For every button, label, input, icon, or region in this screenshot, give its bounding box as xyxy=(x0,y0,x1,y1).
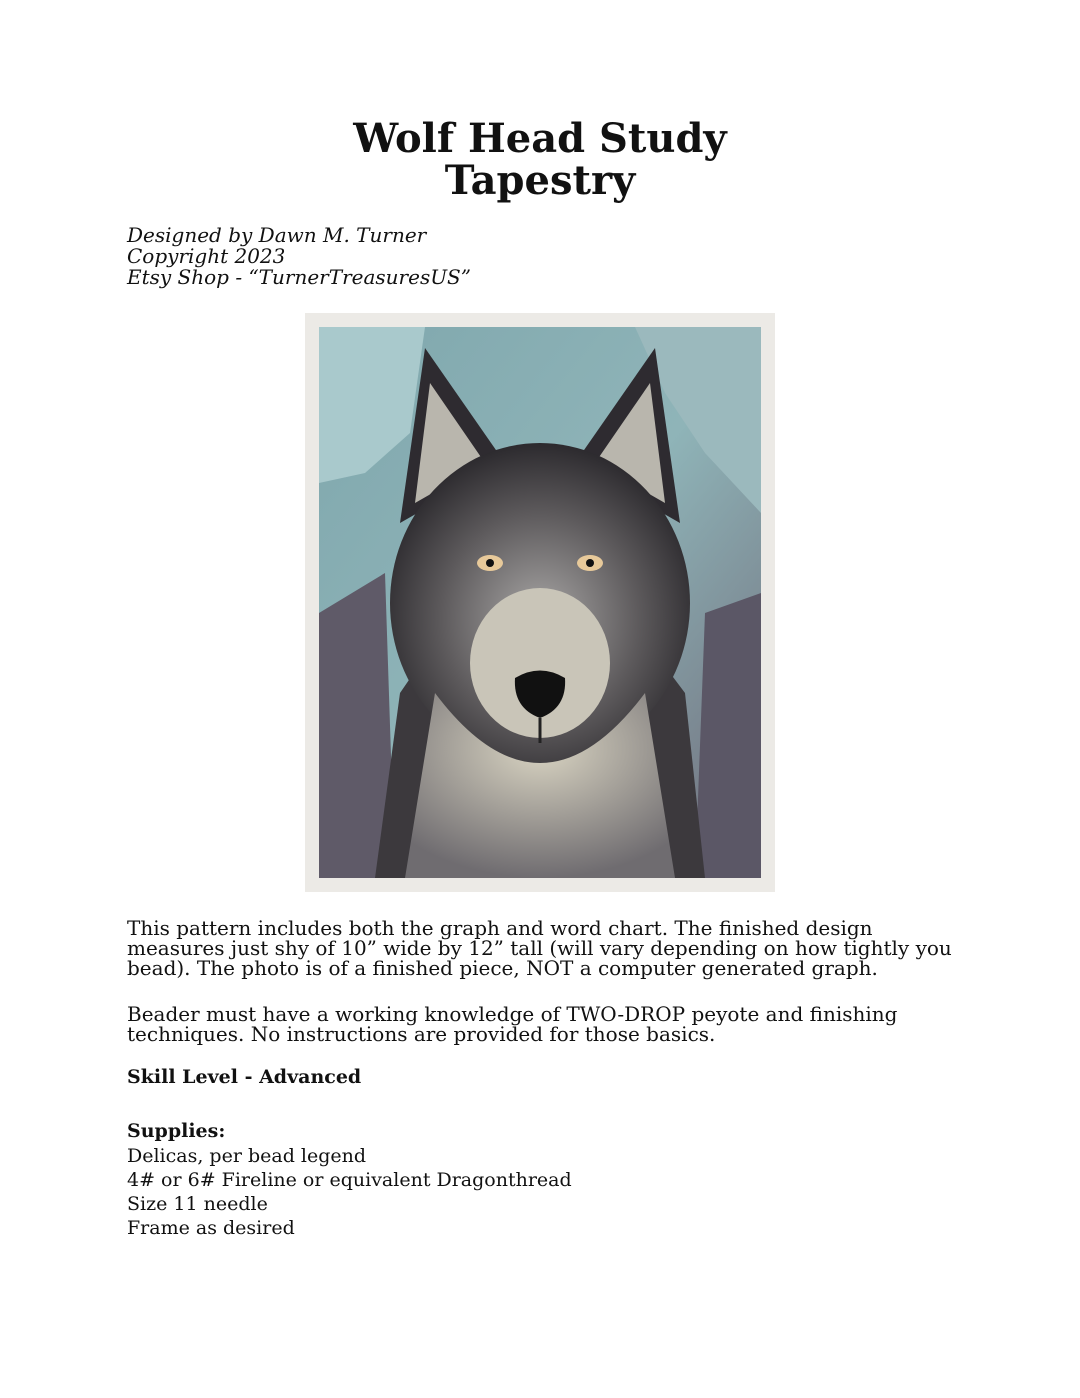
designer-line: Designed by Dawn M. Turner xyxy=(127,223,427,247)
supplies-item: Size 11 needle xyxy=(127,1193,268,1215)
supplies-item: 4# or 6# Fireline or equivalent Dragonthread xyxy=(127,1169,572,1191)
copyright-line: Copyright 2023 xyxy=(127,244,286,268)
supplies-heading: Supplies: xyxy=(127,1120,226,1142)
supplies-item: Frame as desired xyxy=(127,1217,295,1239)
title-line-1: Wolf Head Study xyxy=(353,115,727,162)
supplies-item: Delicas, per bead legend xyxy=(127,1145,367,1167)
skill-level: Skill Level - Advanced xyxy=(127,1066,362,1088)
credits xyxy=(127,225,471,288)
wolf-tapestry-photo xyxy=(305,313,775,892)
page-title xyxy=(0,115,1080,204)
title-line-2: Tapestry xyxy=(444,157,636,204)
supplies-section xyxy=(127,1120,572,1240)
description-paragraph-2: Beader must have a working knowledge of TWO-DROP peyote and finishing techniques. No instructions are provided for those basics. xyxy=(127,1002,898,1046)
shop-line: Etsy Shop - “TurnerTreasuresUS” xyxy=(127,265,471,289)
description-paragraph-1: This pattern includes both the graph and word chart. The finished design measures just shy of 10” wide by 12” tall (will vary depending on how tightly you bead). The photo is of a finished piece, NOT a computer generated graph. xyxy=(127,916,952,980)
